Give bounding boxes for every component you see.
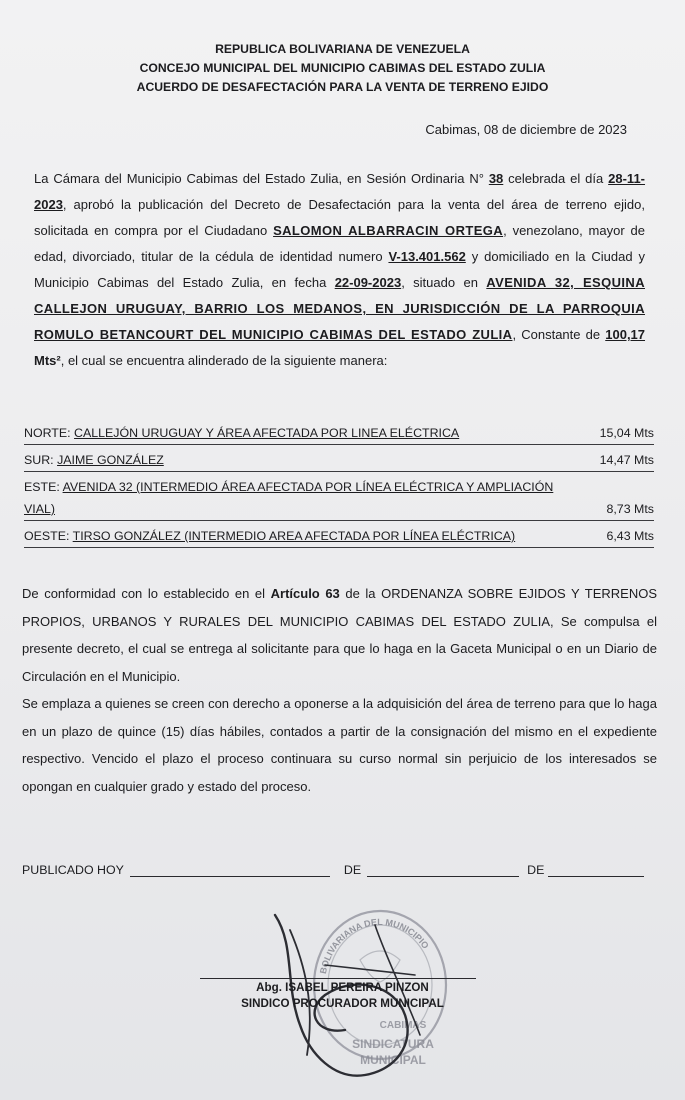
area-value: 100,17 bbox=[605, 327, 646, 342]
body-text-1: La Cámara del Municipio Cabimas del Estado Zulia, en Sesión Ordinaria N° bbox=[34, 171, 489, 186]
document-date: Cabimas, 08 de diciembre de 2023 bbox=[425, 122, 627, 137]
header-line-1: REPUBLICA BOLIVARIANA DE VENEZUELA bbox=[215, 42, 470, 56]
boundary-label: NORTE: bbox=[24, 426, 71, 440]
boundary-label: ESTE: bbox=[24, 480, 60, 494]
signatory-name: Abg. ISABEL PEREIRA PINZON bbox=[256, 981, 429, 994]
publicado-de-1: DE bbox=[343, 863, 362, 877]
publicado-label: PUBLICADO HOY bbox=[22, 863, 124, 877]
body-text-8: , el cual se encuentra alinderado de la siguiente manera: bbox=[60, 353, 388, 368]
legal-text-1: De conformidad con lo establecido en el bbox=[22, 586, 271, 601]
id-number: V-13.401.562 bbox=[388, 249, 466, 264]
publication-month-blank bbox=[367, 862, 519, 877]
header-line-3: ACUERDO DE DESAFECTACIÓN PARA LA VENTA DE TERRENO EJIDO bbox=[136, 80, 549, 94]
request-date: 22-09-2023 bbox=[334, 275, 402, 290]
boundary-measure: 14,47 Mts bbox=[599, 453, 654, 467]
signature-block bbox=[0, 980, 685, 1012]
citizen-name: SALOMON ALBARRACIN ORTEGA bbox=[273, 223, 504, 238]
boundary-row-oeste bbox=[24, 525, 654, 548]
boundary-measure: 8,73 Mts bbox=[606, 502, 654, 516]
body-text-5: y domiciliado en la Ciudad y Municipio Cabimas del Estado Zulia, en fecha bbox=[34, 249, 645, 290]
boundary-label: OESTE: bbox=[24, 529, 70, 543]
boundary-row-este bbox=[24, 476, 654, 521]
boundaries-list bbox=[24, 422, 654, 552]
boundary-description: JAIME GONZÁLEZ bbox=[57, 453, 164, 467]
boundary-description: AVENIDA 32 (INTERMEDIO ÁREA AFECTADA POR LÍNEA ELÉCTRICA Y AMPLIACIÓN bbox=[62, 480, 554, 494]
boundary-description: TIRSO GONZÁLEZ (INTERMEDIO AREA AFECTADA POR LÍNEA ELÉCTRICA) bbox=[72, 529, 516, 543]
publication-line bbox=[22, 862, 662, 877]
body-text-4: , venezolano, mayor de edad, divorciado, titular de la cédula de identidad numero bbox=[34, 223, 646, 264]
body-text-7: , Constante de bbox=[512, 327, 606, 342]
header-line-2: CONCEJO MUNICIPAL DEL MUNICIPIO CABIMAS DEL ESTADO ZULIA bbox=[139, 61, 546, 75]
seal-top-text: BOLIVARIANA DEL MUNICIPIO bbox=[317, 917, 431, 975]
legal-paragraph bbox=[22, 580, 657, 800]
body-text-2: celebrada el día bbox=[503, 171, 609, 186]
publication-day-blank bbox=[130, 862, 330, 877]
seal-middle-text: CABIMAS bbox=[379, 1020, 427, 1031]
document-header bbox=[0, 40, 685, 97]
decree-paragraph bbox=[34, 166, 645, 374]
legal-text-2: de la ORDENANZA SOBRE EJIDOS Y TERRENOS PROPIOS, URBANOS Y RURALES DEL MUNICIPIO CABIMAS DEL ESTADO ZULIA, Se compulsa el presente decreto, el cual se entrega al solicitante para que lo haga en la Gaceta Municipal o en un Diario de Circulación en el Municipio. bbox=[22, 586, 657, 684]
seal-bottom-text-2: MUNICIPAL bbox=[360, 1053, 426, 1067]
publication-year-blank bbox=[548, 862, 644, 877]
property-location: AVENIDA 32, ESQUINA CALLEJON URUGUAY, BARRIO LOS MEDANOS, EN JURISDICCIÓN DE LA PARROQUIA ROMULO BETANCOURT DEL MUNICIPIO CABIMAS DEL ESTADO ZULIA bbox=[34, 275, 645, 342]
boundary-description: CALLEJÓN URUGUAY Y ÁREA AFECTADA POR LINEA ELÉCTRICA bbox=[74, 426, 460, 440]
session-number: 38 bbox=[488, 171, 504, 186]
session-date: 28-11-2023 bbox=[34, 171, 646, 212]
signatory-title: SINDICO PROCURADOR MUNICIPAL bbox=[241, 997, 444, 1010]
body-text-6: , situado en bbox=[401, 275, 487, 290]
boundary-row-norte bbox=[24, 422, 654, 445]
publicado-de-2: DE bbox=[527, 863, 545, 877]
body-text-3: , aprobó la publicación del Decreto de Desafectación para la venta del área de terreno ejido, solicitada en compra por el Ciudadano bbox=[34, 197, 645, 238]
boundary-row-sur bbox=[24, 449, 654, 472]
boundary-measure: 15,04 Mts bbox=[599, 426, 654, 440]
article-ref: Artículo 63 bbox=[270, 586, 340, 601]
boundary-measure: 6,43 Mts bbox=[606, 529, 654, 543]
legal-text-3: Se emplaza a quienes se creen con derecho a oponerse a la adquisición del área de terreno para que lo haga en un plazo de quince (15) días hábiles, contados a partir de la consignación del mismo en el expediente respectivo. Vencido el plazo el proceso continuara su curso normal sin perjuicio de los interesados se opongan en cualquier grado y estado del proceso. bbox=[22, 696, 657, 794]
area-unit: Mts² bbox=[34, 353, 61, 368]
boundary-label: SUR: bbox=[24, 453, 54, 467]
seal-bottom-text-1: SINDICATURA bbox=[352, 1037, 434, 1051]
boundary-description-cont: VIAL) bbox=[24, 502, 55, 516]
